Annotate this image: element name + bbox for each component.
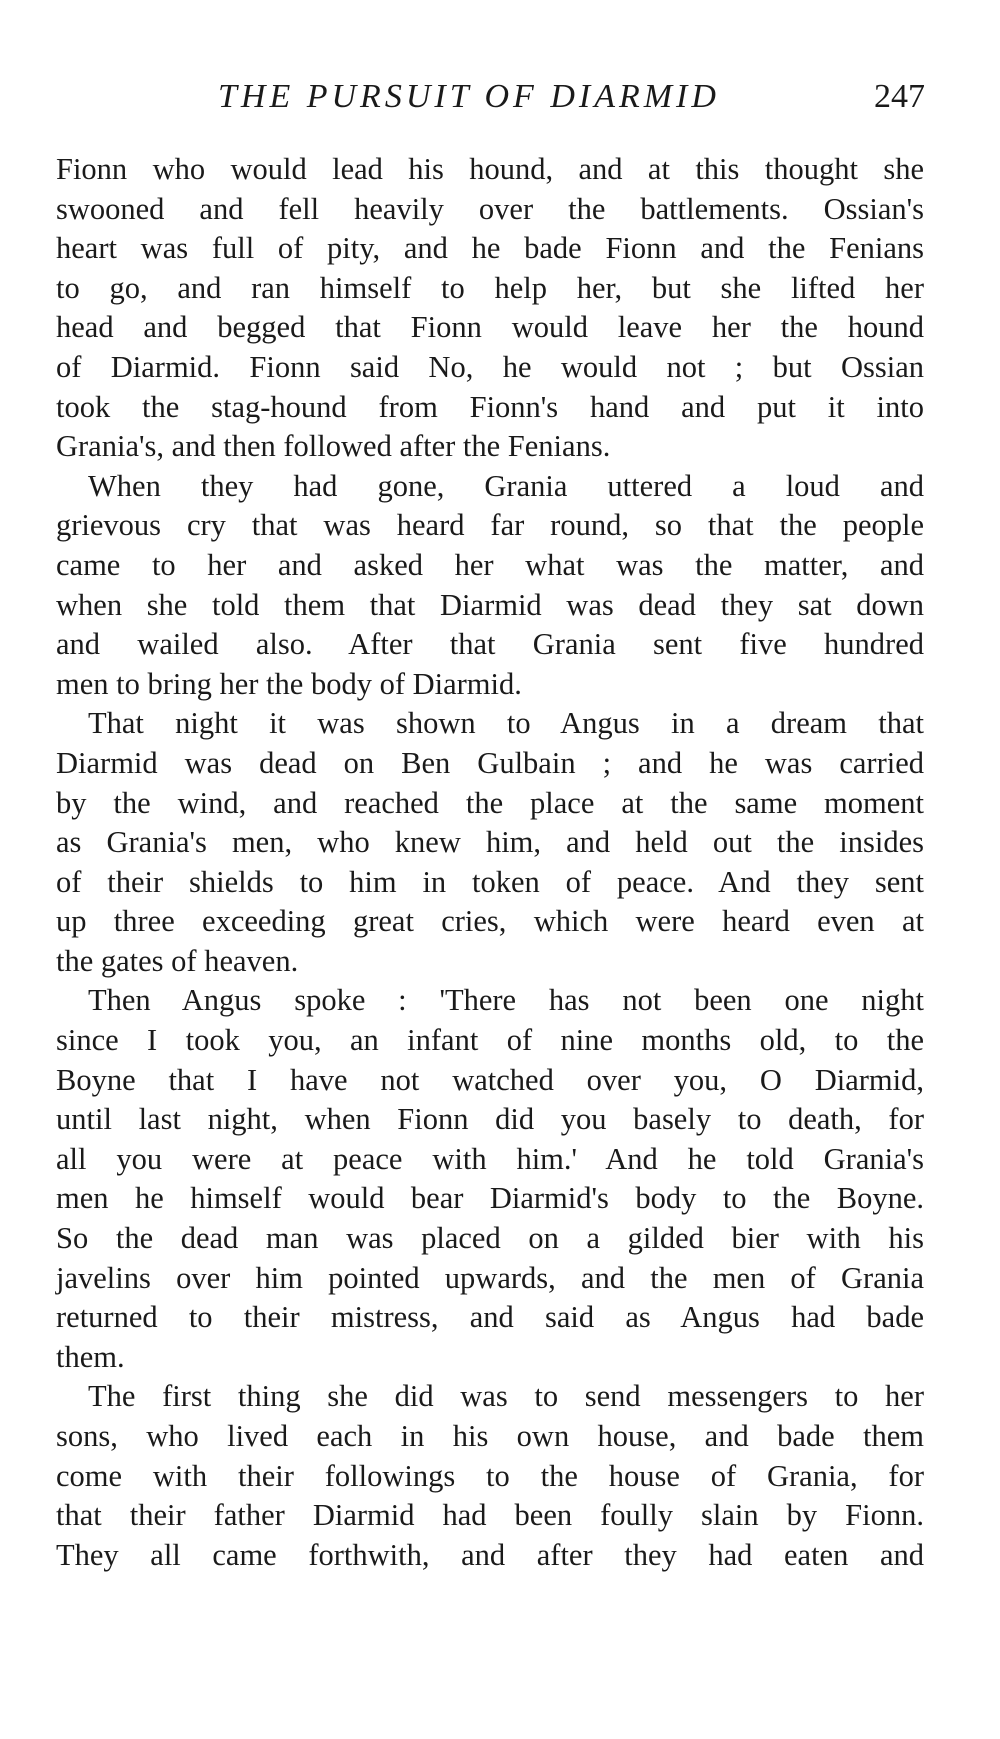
- paragraph: [56, 467, 924, 705]
- text-line: So the dead man was placed on a gilded bier with his: [56, 1221, 924, 1256]
- text-line: When they had gone, Grania uttered a loud and: [88, 468, 924, 503]
- text-line: that their father Diarmid had been foully slain by Fionn.: [56, 1498, 924, 1533]
- text-line: swooned and fell heavily over the battlements. Ossian's: [56, 191, 924, 226]
- text-line: by the wind, and reached the place at the same moment: [56, 785, 924, 820]
- text-line: since I took you, an infant of nine months old, to the: [56, 1023, 924, 1058]
- text-line: of Diarmid. Fionn said No, he would not ; but Ossian: [56, 349, 924, 384]
- text-line: until last night, when Fionn did you basely to death, for: [56, 1102, 924, 1137]
- text-line: and wailed also. After that Grania sent five hundred: [56, 627, 924, 662]
- text-line: men he himself would bear Diarmid's body to the Boyne.: [56, 1181, 924, 1216]
- text-line: Fionn who would lead his hound, and at this thought she: [56, 152, 924, 186]
- text-line: as Grania's men, who knew him, and held out the insides: [56, 825, 924, 860]
- text-line: Boyne that I have not watched over you, O Diarmid,: [56, 1062, 924, 1097]
- running-title: THE PURSUIT OF DIARMID: [218, 78, 720, 115]
- text-line: Grania's, and then followed after the Fenians.: [56, 429, 611, 464]
- text-line: all you were at peace with him.' And he told Grania's: [56, 1141, 924, 1176]
- page-number: 247: [874, 78, 925, 115]
- text-line: the gates of heaven.: [56, 943, 299, 978]
- paragraph: [56, 981, 924, 1377]
- paragraph: [56, 150, 924, 467]
- text-line: returned to their mistress, and said as Angus had bade: [56, 1300, 924, 1335]
- text-line: men to bring her the body of Diarmid.: [56, 666, 522, 701]
- paragraph: [56, 704, 924, 981]
- text-line: of their shields to him in token of peace. And they sent: [56, 864, 924, 899]
- running-head: [0, 78, 1000, 128]
- text-line: took the stag-hound from Fionn's hand and put it into: [56, 389, 924, 424]
- text-line: to go, and ran himself to help her, but she lifted her: [56, 270, 924, 305]
- text-line: That night it was shown to Angus in a dream that: [88, 706, 924, 741]
- text-line: them.: [56, 1339, 125, 1374]
- text-line: came to her and asked her what was the matter, and: [56, 547, 924, 582]
- text-line: Then Angus spoke : 'There has not been one night: [88, 983, 924, 1018]
- text-line: heart was full of pity, and he bade Fionn and the Fenians: [56, 231, 924, 266]
- text-line: up three exceeding great cries, which were heard even at: [56, 904, 924, 939]
- text-line: head and begged that Fionn would leave her the hound: [56, 310, 924, 345]
- paragraph: [56, 1377, 924, 1575]
- text-line: The first thing she did was to send messengers to her: [88, 1379, 924, 1414]
- text-line: Diarmid was dead on Ben Gulbain ; and he was carried: [56, 745, 924, 780]
- text-line: come with their followings to the house of Grania, for: [56, 1458, 924, 1493]
- text-line: javelins over him pointed upwards, and the men of Grania: [56, 1260, 924, 1295]
- text-line: sons, who lived each in his own house, and bade them: [56, 1419, 924, 1453]
- body-text: [56, 150, 924, 1575]
- text-line: grievous cry that was heard far round, so that the people: [56, 508, 924, 543]
- text-line: They all came forthwith, and after they had eaten and: [56, 1537, 924, 1572]
- text-line: when she told them that Diarmid was dead they sat down: [56, 587, 924, 622]
